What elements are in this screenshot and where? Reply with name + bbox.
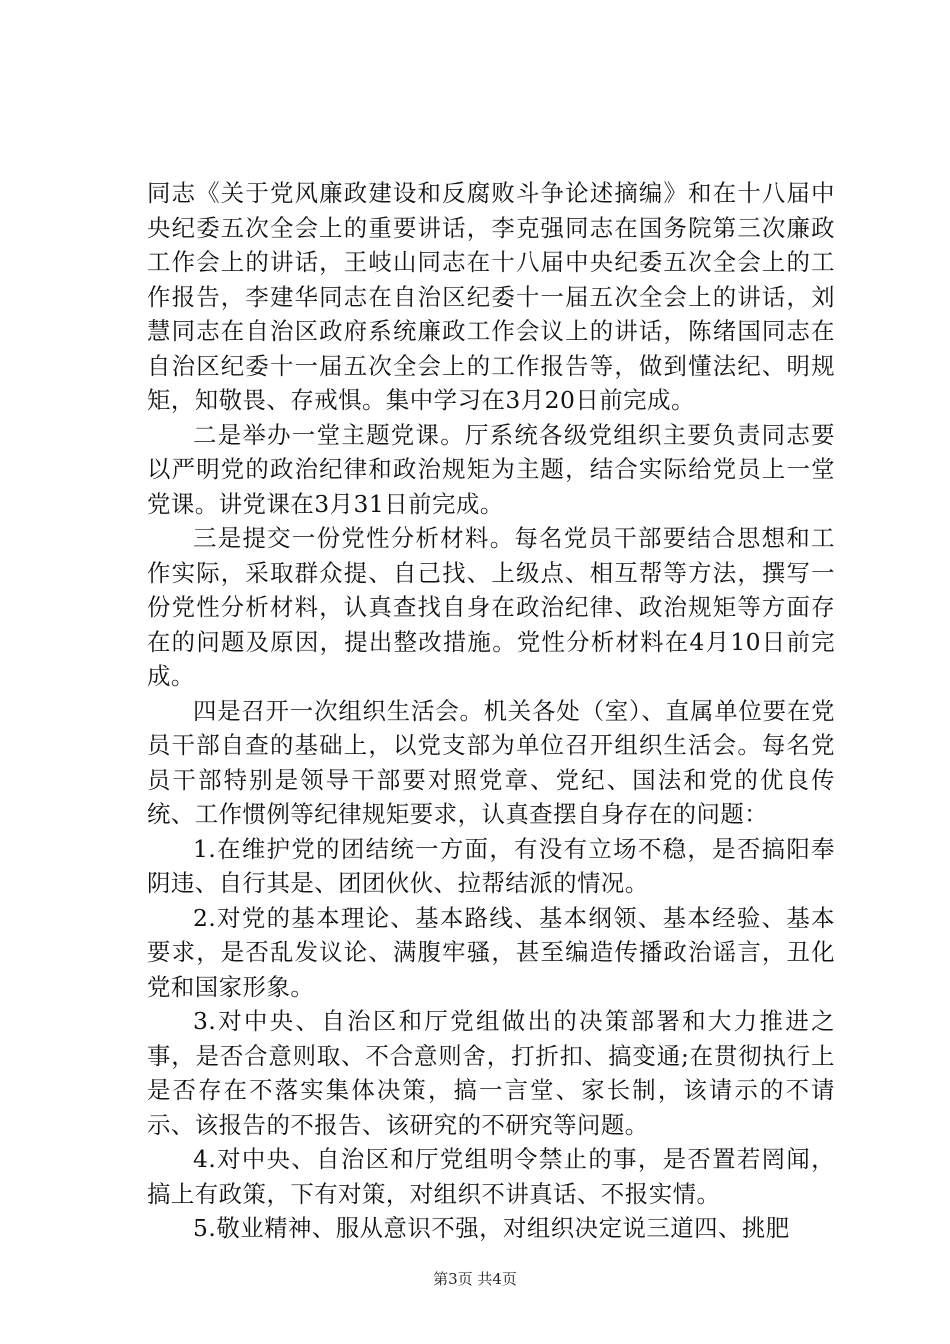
paragraph-item-four: 四是召开一次组织生活会。机关各处（室）、直属单位要在党员干部自查的基础上，以党支部为单位召开组织生活会。每名党员干部特别是领导干部要对照党章、党纪、国法和党的优良传统、工作惯例等纪律规矩要求，认真查摆自身存在的问题：: [147, 696, 835, 828]
paragraph-item-three: 三是提交一份党性分析材料。每名党员干部要结合思想和工作实际，采取群众提、自己找、上级点、相互帮等方法，撰写一份党性分析材料，认真查找自身在政治纪律、政治规矩等方面存在的问题及原因，提出整改措施。党性分析材料在4月10日前完成。: [147, 524, 835, 690]
list-item-4: 4.对中央、自治区和厅党组明令禁止的事，是否置若罔闻，搞上有政策，下有对策，对组织不讲真话、不报实情。: [147, 1145, 835, 1208]
paragraph-continuation: 同志《关于党风廉政建设和反腐败斗争论述摘编》和在十八届中央纪委五次全会上的重要讲话，李克强同志在国务院第三次廉政工作会上的讲话，王岐山同志在十八届中央纪委五次全会上的工作报告，李建华同志在自治区纪委十一届五次全会上的讲话，刘慧同志在自治区政府系统廉政工作会议上的讲话，陈绪国同志在自治区纪委十一届五次全会上的工作报告等，做到懂法纪、明规矩，知敬畏、存戒惧。集中学习在3月20日前完成。: [147, 179, 835, 414]
list-item-1: 1.在维护党的团结统一方面，有没有立场不稳，是否搞阳奉阴违、自行其是、团团伙伙、拉帮结派的情况。: [147, 834, 835, 897]
list-item-5: 5.敬业精神、服从意识不强，对组织决定说三道四、挑肥: [193, 1214, 790, 1242]
document-body: [147, 176, 835, 1246]
list-item-3: 3.对中央、自治区和厅党组做出的决策部署和大力推进之事，是否合意则取、不合意则舍，打折扣、搞变通;在贯彻执行上是否存在不落实集体决策，搞一言堂、家长制，该请示的不请示、该报告的不报告、该研究的不研究等问题。: [147, 1007, 835, 1139]
paragraph-item-two: 二是举办一堂主题党课。厅系统各级党组织主要负责同志要以严明党的政治纪律和政治规矩为主题，结合实际给党员上一堂党课。讲党课在3月31日前完成。: [147, 420, 835, 518]
list-item-2: 2.对党的基本理论、基本路线、基本纲领、基本经验、基本要求，是否乱发议论、满腹牢骚，甚至编造传播政治谣言，丑化党和国家形象。: [147, 903, 835, 1001]
page-footer: 第3页 共4页: [433, 1270, 517, 1288]
